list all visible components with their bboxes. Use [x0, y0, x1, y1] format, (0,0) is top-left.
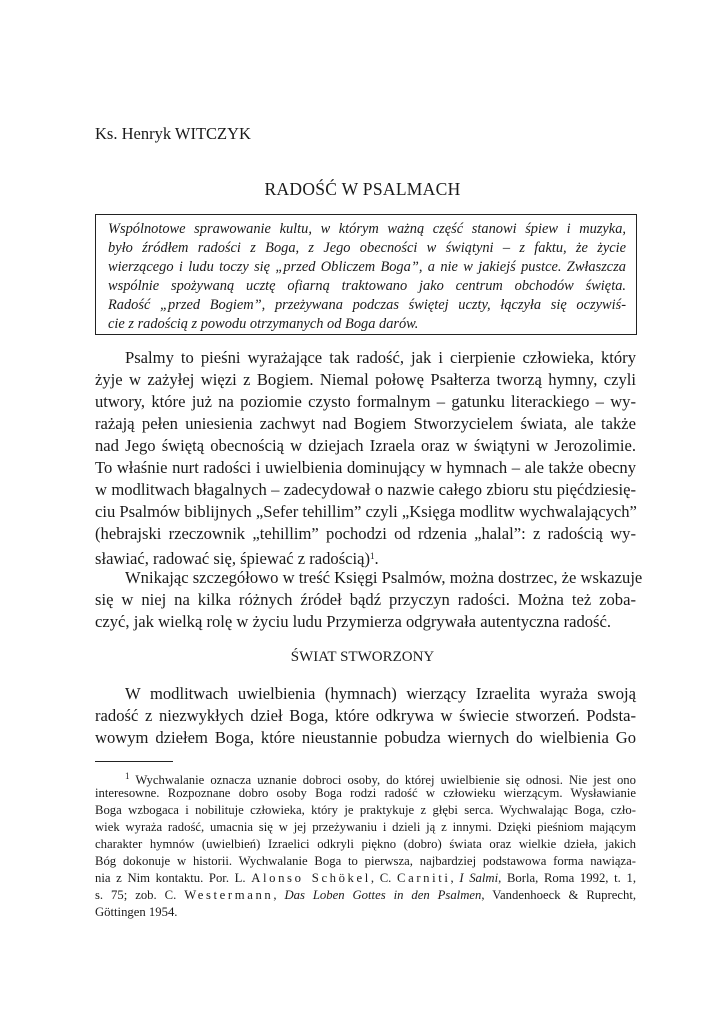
body-line: Wnikając szczegółowo w treść Księgi Psalmów, można dostrzec, że wskazuje	[125, 568, 643, 587]
body-line: wowym dziełem Boga, które nieustannie pobudza wiernych do wielbienia Go	[95, 728, 636, 747]
abstract-line: wspólnie spożywaną ucztę ofiarną traktowano jako centrum obchodów święta.	[108, 278, 626, 294]
body-line: rażają pełen uniesienia zachwyt nad Bogiem Stworzycielem świata, ale także	[95, 414, 636, 433]
cited-work-title: Das Loben Gottes in den Psalmen	[284, 888, 482, 902]
body-line-text: sławiać, radować się, śpiewać z radością)	[95, 549, 371, 568]
footnote-line	[95, 887, 636, 904]
footnote-text: ,	[450, 871, 454, 885]
footnote-text: , Borla, Roma 1992, t. 1,	[498, 871, 637, 885]
footnote-text: , C.	[370, 871, 392, 885]
footnote-reference[interactable]: 1	[370, 551, 375, 561]
abstract-line: wierzącego i ludu toczy się „przed Obliczem Boga”, a nie w jakiejś pustce. Zwłaszcza	[108, 259, 626, 275]
author-name: Ks. Henryk WITCZYK	[95, 124, 251, 143]
footnote-line: interesowne. Rozpoznane dobro osoby Boga rodzi radość w człowieku wierzącym. Wysławianie	[95, 786, 636, 800]
article-title: RADOŚĆ W PSALMACH	[264, 179, 461, 199]
body-line: utwory, które już na poziomie czysto formalnym – gatunku literackiego – wy-	[95, 392, 636, 411]
cited-author: Carniti	[397, 871, 451, 885]
body-line: nad Jego świętą obecnością w dziejach Izraela oraz w świątyni w Jerozolimie.	[95, 436, 636, 455]
footnote-text: , Vandenhoeck & Ruprecht,	[481, 888, 637, 902]
footnote-text: s. 75; zob. C.	[95, 888, 177, 902]
abstract-line: było źródłem radości z Boga, z Jego obecności w świątyni – z faktu, że życie	[108, 240, 626, 256]
body-line: sławiać, radować się, śpiewać z radością)$^1$.	[95, 549, 379, 568]
footnote-line: Göttingen 1954.	[95, 905, 178, 919]
body-line: czyć, jak wielką rolę w życiu ludu Przymierza odgrywała autentyczna radość.	[95, 612, 612, 631]
body-line: W modlitwach uwielbienia (hymnach) wierzący Izraelita wyraża swoją	[125, 684, 636, 703]
cited-author: Alonso Schökel	[251, 871, 371, 885]
footnote-line: wiek wyraża radość, umacnia się w jej przeżywaniu i dzieli ją z innymi. Dzięki pieśniom mającym	[95, 820, 636, 834]
body-line: (hebrajski rzeczownik „tehillim” pochodzi od rdzenia „halal”: z radością wy-	[95, 524, 636, 543]
footnote-number: 1	[125, 771, 130, 781]
footnote-line: Boga wzbogaca i nobilituje człowieka, który je praktykuje z głębi serca. Wychwalając Boga, czło-	[95, 803, 636, 817]
cited-author: Westermann	[184, 888, 274, 902]
body-line: Psalmy to pieśni wyrażające tak radość, jak i cierpienie człowieka, który	[125, 348, 636, 367]
abstract-line: Radość „przed Bogiem”, przeżywana podczas świętej uczty, łączyła się oczywiś-	[108, 297, 626, 313]
section-heading: ŚWIAT STWORZONY	[290, 649, 435, 665]
footnote-line: charakter hymnów (uwielbień) Izraelici odkryli piękno (dobro) świata oraz wielkie dzieła, jakich	[95, 837, 636, 851]
footnote-text: ,	[273, 888, 277, 902]
footnote-line-text: Wychwalanie oznacza uznanie dobroci osoby, do której uwielbienie się odnosi. Nie jest ono	[135, 773, 636, 787]
footnote-line: Bóg dokonuje w historii. Wychwalanie Boga to pierwsza, najbardziej podstawowa forma nawiąza-	[95, 854, 636, 868]
body-line: radość z niezwykłych dzieł Boga, które odkrywa w świecie stworzeń. Podsta-	[95, 706, 636, 725]
abstract-line: Wspólnotowe sprawowanie kultu, w którym ważną część stanowi śpiew i muzyka,	[108, 221, 626, 237]
cited-work-title: I Salmi	[459, 871, 499, 885]
body-line: żyje w zażyłej więzi z Bogiem. Niemal połowę Psałterza tworzą hymny, czyli	[95, 370, 636, 389]
body-line: się w niej na kilka różnych źródeł bądź przyczyn radości. Można też zoba-	[95, 590, 636, 609]
footnote-line	[95, 870, 636, 887]
body-line: ciu Psalmów biblijnych „Sefer tehillim” czyli „Księga modlitw wychwalających”	[95, 502, 637, 521]
abstract-box	[95, 214, 637, 335]
body-line: To właśnie nurt radości i uwielbienia dominujący w hymnach – ale także obecny	[95, 458, 636, 477]
footnote-separator	[95, 761, 173, 762]
body-line: w modlitwach błagalnych – zadecydował o nazwie całego zbioru stu pięćdziesię-	[95, 480, 636, 499]
footnote-text: nia z Nim kontaktu. Por. L.	[95, 871, 246, 885]
abstract-line: cie z radością z powodu otrzymanych od Boga darów.	[108, 316, 419, 332]
